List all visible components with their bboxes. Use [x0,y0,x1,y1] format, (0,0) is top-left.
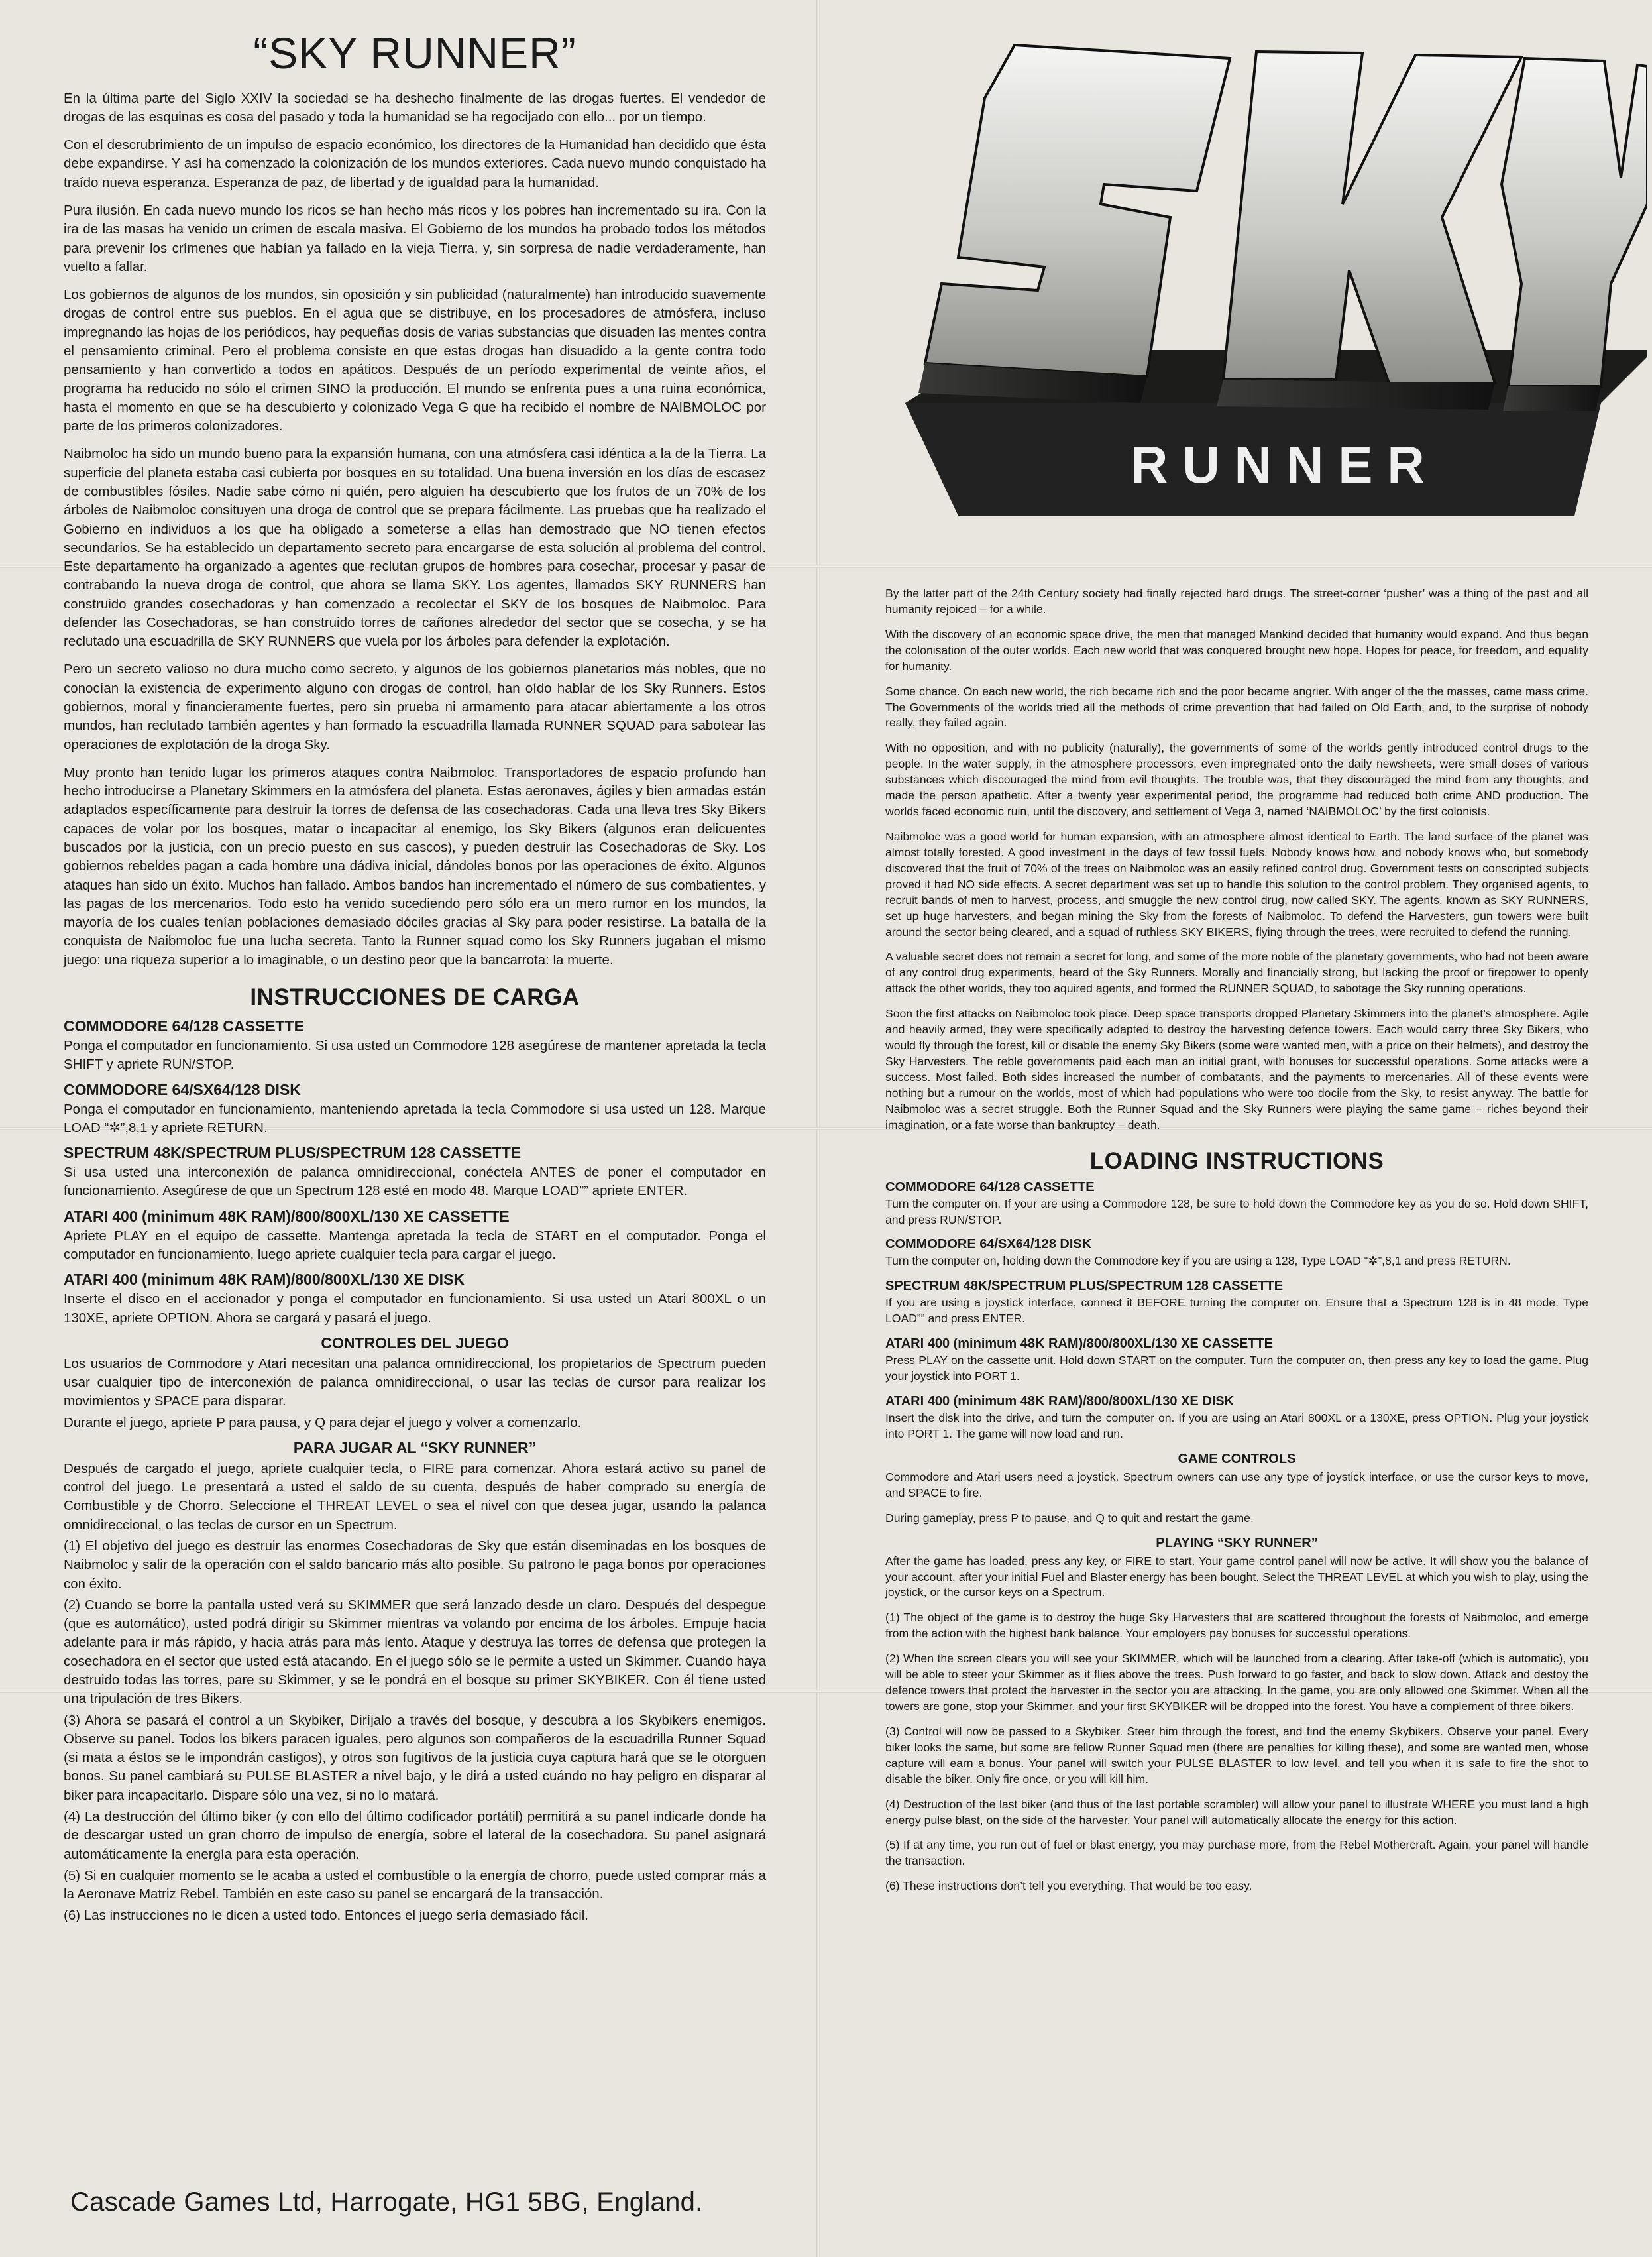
playing-item: (4) La destrucción del último biker (y con ello del último codificador portátil) permitirá a su panel indicarle donde ha de descargar usted un gran chorro de impulso de energía, sobre el lateral de la cosechadora. Su panel asignará automáticamente la energía para esta operación. [64,1808,766,1862]
loading-text: Insert the disk into the drive, and turn the computer on. If you are using an Atari 800XL or a 130XE, press OPTION. Plug your joystick into PORT 1. The game will now load and run. [885,1411,1588,1440]
spanish-loading-section [64,1017,766,1328]
english-column [819,0,1652,2257]
spanish-playing-list [64,1537,766,1926]
english-controls-text: Commodore and Atari users need a joystick. Spectrum owners can use any type of joystick interface, or use the cursor keys to move, and SPACE to fire. [885,1470,1588,1499]
english-playing-intro: After the game has loaded, press any key, or FIRE to start. Your game control panel will now be active. It will show you the balance of your account, after your initial Fuel and Blaster energy has been bought. Select the THREAT LEVEL at which you wish to play, using the joystick, or the cursor keys on a Spectrum. [885,1554,1588,1599]
loading-text: Si usa usted una interconexión de palanca omnidireccional, conéctela ANTES de poner el computador en funcionamiento. Asegúrese de que un Spectrum 128 esté en modo 48. Marque LOAD”” apriete ENTER. [64,1165,766,1199]
playing-item: (5) Si en cualquier momento se le acaba a usted el combustible o la energía de chorro, puede usted comprar más a la Aeronave Matriz Rebel. También en este caso su panel se encargará de la transacción. [64,1867,766,1902]
playing-item: (3) Ahora se pasará el control a un Skybiker, Diríjalo a través del bosque, y descubra a los Skybikers enemigos. Observe su panel. Todos los bikers paracen iguales, pero algunos son compañeros de la escuadrilla Runner Squad (si mata a éstos se le impondrán castigos), y otros son fugitivos de la justicia cuya captura hará que se le otorguen bonos. Su panel cambiará su PULSE BLASTER a nivel bajo, y le dirá a usted cuándo no hay peligro en disparar al biker para incapacitarlo. Dispare sólo una vez, si no lo matará. [64,1712,766,1803]
playing-item: (2) Cuando se borre la pantalla usted verá su SKIMMER que será lanzado desde un claro. Después del despegue (que es automático), usted podrá dirigir su Skimmer mientras va volando por encima de los árboles. Empuje hacia adelante para ir más rápido, y hacia atrás para más lento. Ataque y destruya las torres de defensa que protegen la cosechadora en el sector que usted está atacando. En el juego sólo se le permite a usted un Skimmer. Cuando haya destruido todas las torres, pare su Skimmer, y se le pondrá en el bosque su primer SKYBIKER. Con él tiene usted una tripulación de tres Bikers. [64,1597,766,1707]
spanish-paragraph: Pura ilusión. En cada nuevo mundo los ricos se han hecho más ricos y los pobres han incrementado su ira. Con la ira de las masas ha venido un crimen de escala masiva. El Gobierno de los mundos ha probado todos los métodos para prevenir los crímenes que habían ya fallado en la vieja Tierra, y, sin sorpresa de nadie verdaderamente, han vuelto a fallar. [64,203,766,274]
playing-item: (3) Control will now be passed to a Skybiker. Steer him through the forest, and find the enemy Skybikers. Observe your panel. Every biker looks the same, but some are fellow Runner Squad men (there are penalties for killing these), and some are wanted men, whose capture will earn a bonus. Your panel will switch your PULSE BLASTER to low level, and tell you when it is safe to fire the shot to disable the biker. Only fire once, or you will kill him. [885,1724,1588,1786]
english-playing-list [885,1610,1588,1894]
loading-heading: COMMODORE 64/128 CASSETTE [64,1017,304,1035]
loading-heading: COMMODORE 64/128 CASSETTE [885,1179,1095,1194]
spanish-controls-text-2: Durante el juego, apriete P para pausa, y Q para dejar el juego y volver a comenzarlo. [64,1415,582,1430]
english-paragraph: With no opposition, and with no publicity (naturally), the governments of some of the worlds gently introduced control drugs to the people. In the water supply, in the atmosphere processors, even impregnated onto the daily newsheets, were small doses of various substances which discouraged the mind from evil thoughts. The trouble was, that they discouraged the mind from any thoughts, and made the person apathetic. After a twenty year experimental period, the programme had reduced both crime AND production. The worlds faced economic ruin, until the discovery, and settlement of Vega 3, named ‘NAIBMOLOC’ by the first colonists. [885,741,1588,819]
playing-item: (6) Las instrucciones no le dicen a usted todo. Entonces el juego sería demasiado fácil. [64,1908,588,1924]
spanish-controls-title: CONTROLES DEL JUEGO [321,1334,509,1352]
loading-heading: SPECTRUM 48K/SPECTRUM PLUS/SPECTRUM 128 CASSETTE [885,1279,1284,1294]
english-controls-text-2: During gameplay, press P to pause, and Q to quit and restart the game. [885,1511,1254,1525]
playing-item: (5) If at any time, you run out of fuel or blast energy, you may purchase more, from the Rebel Mothercraft. Again, your panel will handle the transaction. [885,1838,1588,1868]
loading-text: Turn the computer on, holding down the Commodore key if you are using a 128, Type LOAD “✲”,8,1 and press RETURN. [885,1254,1511,1268]
spanish-paragraph: Pero un secreto valioso no dura mucho como secreto, y algunos de los gobiernos planetarios más nobles, que no conocían la existencia de experimento alguno con drogas de control, han oído hablar de los Sky Runners. Estos gobiernos, moral y financieramente fuertes, pero sin prueba ni armamento para atacar abiertamente a los otros mundos, han reclutado también agentes y han formado la escuadrilla llamada RUNNER SQUAD para sabotear las operaciones de explotación de la droga Sky. [64,662,766,752]
spanish-column [0,0,819,2257]
spanish-title: “SKY RUNNER” [253,29,577,78]
spanish-paragraph: En la última parte del Siglo XXIV la sociedad se ha deshecho finalmente de las drogas fuertes. El vendedor de drogas de las esquinas es cosa del pasado y toda la humanidad se ha regocijado con ello... por un tiempo. [64,90,766,125]
spanish-paragraph: Con el descrubrimiento de un impulso de espacio económico, los directores de la Humanidad han decidido que ésta debe expandirse. Y así ha comenzado la colonización de los mundos exteriores. Cada nuevo mundo conquistado ha traído nueva esperanza. Esperanza de paz, de libertad y de igualdad para la humanidad. [64,137,766,190]
loading-text: Apriete PLAY en el equipo de cassette. Mantenga apretada la tecla de START en el computador. Ponga el computador en funcionamiento, luego apriete cualquier tecla para cargar el juego. [64,1228,766,1262]
english-paragraph: By the latter part of the 24th Century society had finally rejected hard drugs. The street-corner ‘pusher’ was a thing of the past and all humanity rejoiced – for a while. [885,587,1588,616]
loading-heading: ATARI 400 (minimum 48K RAM)/800/800XL/130 XE DISK [64,1271,465,1289]
loading-text: Turn the computer on. If your are using a Commodore 128, be sure to hold down the Commodore key as you do so. Hold down SHIFT, and press RUN/STOP. [885,1196,1588,1226]
loading-heading: ATARI 400 (minimum 48K RAM)/800/800XL/130 XE CASSETTE [64,1207,510,1225]
playing-item: (2) When the screen clears you will see your SKIMMER, which will be launched from a clearing. After take-off (which is automatic), you will be able to steer your Skimmer as it flies above the trees. Push forward to go faster, and back to slow down. Attack and destoy the defence towers that protect the harvester in the sector you are attacking. In the game, you are only allowed one Skimmer. When all the towers are gone, stop your Skimmer, and your first SKYBIKER will be dropped into the forest. You have a complement of three bikers. [885,1652,1588,1713]
loading-text: Ponga el computador en funcionamiento, manteniendo apretada la tecla Commodore si usa usted un 128. Marque LOAD “✲”,8,1 y apriete RETURN. [64,1101,766,1135]
logo-letter-k [1223,52,1521,383]
english-story [885,586,1588,1133]
loading-text: Ponga el computador en funcionamiento. Si usa usted un Commodore 128 asegúrese de mantener apretada la tecla SHIFT y apriete RUN/STOP. [64,1037,766,1072]
publisher-footer: Cascade Games Ltd, Harrogate, HG1 5BG, England. [70,2187,703,2217]
english-paragraph: With the discovery of an economic space drive, the men that managed Mankind decided that humanity would expand. And thus began the colonisation of the outer worlds. Each new world that was conquered brought new hope. Hopes for peace, for freedom, and equality for humanity. [885,627,1588,673]
loading-heading: SPECTRUM 48K/SPECTRUM PLUS/SPECTRUM 128 CASSETTE [64,1144,522,1162]
logo-runner-word: RUNNER [1130,435,1439,494]
playing-item: (4) Destruction of the last biker (and thus of the last portable scrambler) will allow your panel to illustrate WHERE you must land a high energy pulse blast, on the side of the harvester. Your panel will automatically allocate the energy for this action. [885,1797,1588,1827]
playing-item: (6) These instructions don’t tell you everything. That would be too easy. [885,1879,1252,1893]
english-controls-title: GAME CONTROLS [1178,1451,1296,1466]
english-playing-title: PLAYING “SKY RUNNER” [1156,1535,1318,1550]
spanish-paragraph: Muy pronto han tenido lugar los primeros ataques contra Naibmoloc. Transportadores de espacio profundo han hecho introducirse a Planetary Skimmers en la atmósfera del planeta. Estas aeronaves, ágiles y bien armadas están adaptados específicamente para destruir la torres de defensa de las cosechadoras. Cada una lleva tres Sky Bikers capaces de volar por los bosques, matar o incapacitar al enemigo, los Sky Bikers (algunos eran delicuentes buscados por la justicia, con un precio puesto en sus cascos), y pueden destruir las Cosechadoras de Sky. Los gobiernos rebeldes pagan a cada hombre una dádiva inicial, dándoles bonos por las operaciones de éxito. Algunos ataques han sido un éxito. Muchos han fallado. Ambos bandos han incrementado el número de sus combatientes, y las pagas de los mercenarios. Todo esto ha venido sucediendo pero sólo era un mero rumor en los mundos, la mayoría de los cuales tenían poblaciones demasiado dóciles gracias al Sky para poder resistirse. La batalla de la conquista de Naibmoloc fue una lucha secreta. Tanto la Runner squad como los Sky Runners jugaban el mismo juego: una riqueza superior a lo imaginable, o un destino peor que la bancarrota: la muerte. [64,764,766,968]
logo-letter-y [1502,58,1647,386]
spanish-playing-title: PARA JUGAR AL “SKY RUNNER” [293,1438,537,1456]
english-loading-section [885,1180,1588,1442]
loading-text: Inserte el disco en el accionador y ponga el computador en funcionamiento. Si usa usted un Atari 800XL o un 130XE, apriete OPTION. Ahora se cargará y pasará el juego. [64,1291,766,1326]
spanish-paragraph: Naibmoloc ha sido un mundo bueno para la expansión humana, con una atmósfera casi idéntica a la de la Tierra. La superficie del planeta estaba casi cubierta por bosques en su totalidad. Una buena inversión en los días de escasez de combustibles fósiles. Nadie sabe cómo ni quién, pero alguien ha descubierto que los frutos de un 70% de los árboles de Naibmoloc consituyen una droga de control que se prepara fácilmente. Las pruebas que ha realizado el Gobierno en individuos a los que ha obligado a someterse a ellas han demostrado que NO tienen efectos secundarios. Se ha establecido un departamento secreto para encargarse de esta solución al problema del control. Este departamento ha organizado a agentes que reclutan grupos de hombres para cosechar, procesar y pasar de contrabando la nueva droga de control, que ahora se llama SKY. Los agentes, llamados SKY RUNNERS han construido grandes cosechadoras y han comenzado a recolectar el SKY de los bosques de Naibmoloc. Para defender las Cosechadoras, se han construido torres de cañones alrededor del sector que se cosecha, y se ha reclutado una escuadrilla de SKY RUNNERS que vuela por los árboles para defender la explotación. [64,446,766,650]
english-paragraph: A valuable secret does not remain a secret for long, and some of the more noble of the planetary governments, who had not been aware of any control drug experiments, heard of the Sky Runners. Morally and financially strong, but lacking the proof or firepower to openly attack the other worlds, they too aquired agents, and formed the RUNNER SQUAD, to sabotage the Sky running operations. [885,950,1588,996]
playing-item: (1) The object of the game is to destroy the huge Sky Harvesters that are scattered throughout the forests of Naibmoloc, and emerge from the action with the highest bank balance. Your employers pay bonuses for successful operations. [885,1611,1588,1641]
loading-heading: ATARI 400 (minimum 48K RAM)/800/800XL/130 XE CASSETTE [885,1336,1273,1352]
sky-runner-logo [885,5,1647,522]
spanish-story [64,89,766,970]
english-paragraph: Naibmoloc was a good world for human expansion, with an atmosphere almost identical to Earth. The land surface of the planet was almost totally forested. A good investment in the days of few fossil fuels. Nobody knows how, and nobody knows who, but somebody discovered that the fruit of 70% of the trees on Naibmoloc was an easily refined control drug. Government tests on conscripted subjects proved it had NO side effects. A secret department was set up to handle this solution to the control problem. They organised agents, to recruit bands of men to harvest, process, and smuggle the new control drug, now called SKY. The agents, known as SKY RUNNERS, set up huge harvesters, and began mining the Sky from the forests of Naibmoloc. To defend the Harvesters, gun towers were built around the sector being cleared, and a squad of ruthless SKY BIKERS, flying through the trees, were recruited to defend the running. [885,829,1588,939]
loading-text: Press PLAY on the cassette unit. Hold down START on the computer. Turn the computer on, then press any key to load the game. Plug your joystick into PORT 1. [885,1354,1588,1383]
loading-text: If you are using a joystick interface, connect it BEFORE turning the computer on. Ensure that a Spectrum 128 is in 48 mode. Type LOAD”” and press ENTER. [885,1296,1588,1326]
spanish-playing-intro: Después de cargado el juego, apriete cualquier tecla, o FIRE para comenzar. Ahora estará activo su panel de control del juego. Le presentará a usted el saldo de su cuenta, después de haber comprado su energía de Combustible y de Chorro. Seleccione el THREAT LEVEL o sea el nivel con que desea jugar, usando la palanca omnidireccional, o las teclas de cursor en un Spectrum. [64,1460,766,1533]
english-paragraph: Some chance. On each new world, the rich became rich and the poor became angrier. With anger of the the masses, came mass crime. The Governments of the worlds tried all the methods of crime prevention that had failed on Old Earth, and, to the surprise of nobody really, they failed again. [885,684,1588,730]
playing-item: (1) El objetivo del juego es destruir las enormes Cosechadoras de Sky que están diseminadas en los bosques de Naibmoloc y salir de la operación con el saldo bancario más alto posible. Su patrono le paga bonos por operaciones con éxito. [64,1538,766,1591]
loading-heading: COMMODORE 64/SX64/128 DISK [64,1080,301,1098]
loading-heading: COMMODORE 64/SX64/128 DISK [885,1237,1092,1252]
english-paragraph: Soon the first attacks on Naibmoloc took place. Deep space transports dropped Planetary Skimmers into the planet’s atmosphere. Agile and heavily armed, they were specifically adapted to destroy the harvesting defence towers. Each would carry three Sky Bikers, who would fly through the forest, kill or disable the enemy Sky Bikers (some were wanted men, with a price on their helmets), and destroy the Sky Harvesters. The reble governments paid each man an initial grant, with bonuses for successful operations. Some attacks were a success. Most failed. Both sides increased the number of combatants, and the payments to mercenaries. All of these events were nothing but a rumour on the worlds, most of which had populations who were too docile from the Sky, to resist anyway. The battle for Naibmoloc was a secret struggle. Both the Runner Squad and the Sky Runners were playing the same game – riches beyond their imagination, or a fate worse than bankruptcy – death. [885,1007,1589,1131]
spanish-loading-title: INSTRUCCIONES DE CARGA [250,984,580,1010]
spanish-paragraph: Los gobiernos de algunos de los mundos, sin oposición y sin publicidad (naturalmente) han introducido suavemente drogas de control entre sus pueblos. En el agua que se distribuye, en los procesadores de atmósfera, incluso impregnando las hojas de los periódicos, hay pequeñas dosis de varias substancias que disuaden las mentes contra el pensamiento criminal. Pero el problema consiste en que estas drogas han disuadido a la gente contra todo pensamiento y han convertido a todos en apáticos. Después de un período experimental de veinte años, el programa ha reducido no sólo el crimen SINO la producción. El mundo se enfrenta pues a una ruina económica, hasta el momento en que se ha descubierto y colonizado Vega G que ha recibido el nombre de NAIBMOLOC por parte de los primeros colonizadores. [64,287,766,434]
spanish-controls-text: Los usuarios de Commodore y Atari necesitan una palanca omnidireccional, los propietarios de Spectrum pueden usar cualquier tipo de interconexión de palanca omnidireccional, o usar las teclas de cursor para realizar los movimientos y SPACE para disparar. [64,1356,766,1409]
logo-letter-s [925,45,1230,376]
english-loading-title: LOADING INSTRUCTIONS [1089,1147,1384,1174]
loading-heading: ATARI 400 (minimum 48K RAM)/800/800XL/130 XE DISK [885,1394,1235,1409]
